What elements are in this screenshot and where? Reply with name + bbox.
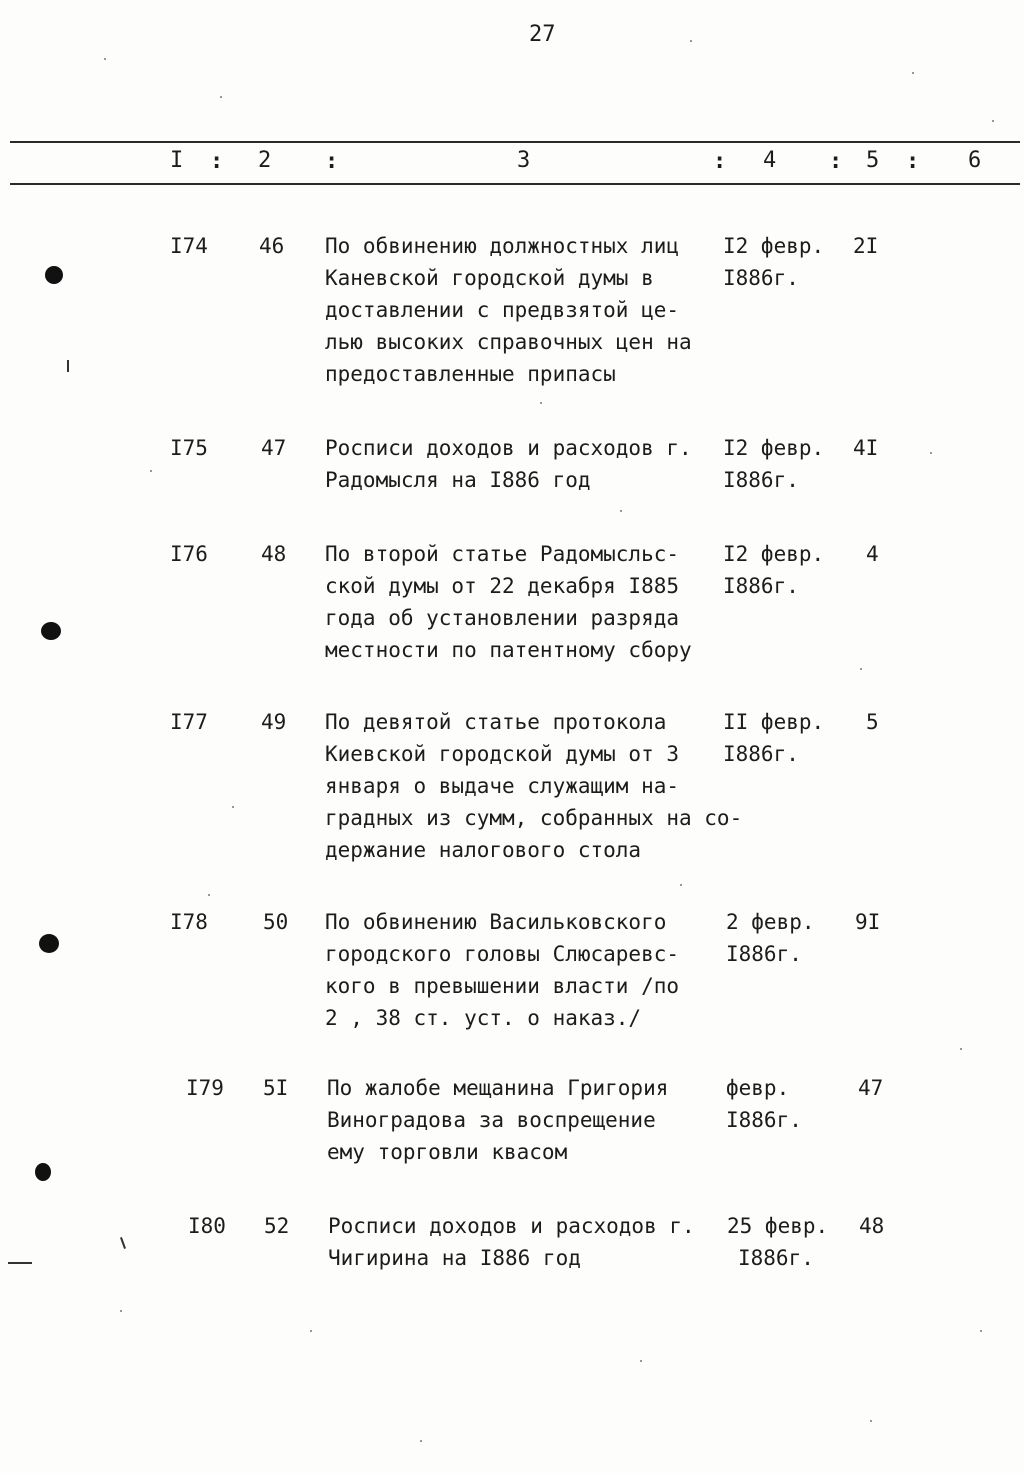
title-line: ской думы от 22 декабря I885	[325, 574, 680, 598]
scan-speck	[690, 40, 692, 42]
header-top-rule	[10, 141, 1020, 143]
scan-speck	[980, 1330, 982, 1332]
scan-speck	[232, 806, 234, 808]
scan-speck	[420, 1440, 422, 1442]
date-line: I886г.	[723, 574, 799, 598]
header-col-5: 5	[866, 148, 880, 173]
header-separator: :	[325, 149, 339, 174]
scan-speck	[620, 510, 622, 512]
title-line: января о выдаче служащим на-	[325, 774, 680, 798]
row-number: I79	[186, 1076, 224, 1100]
title-line: Росписи доходов и расходов г.	[328, 1214, 695, 1238]
binding-hole-mark	[41, 622, 61, 640]
header-col-2: 2	[258, 148, 272, 173]
title-line: кого в превышении власти /по	[325, 974, 680, 998]
header-separator: :	[906, 149, 920, 174]
scan-speck	[680, 884, 682, 886]
date-line: 25 февр.	[727, 1214, 829, 1238]
title-line: Росписи доходов и расходов г.	[325, 436, 692, 460]
item-number: 48	[261, 542, 287, 566]
item-number: 46	[259, 234, 285, 258]
sheet-count: 4	[866, 542, 879, 566]
scan-speck	[208, 894, 210, 896]
scan-speck	[104, 58, 106, 60]
date-line: I2 февр.	[723, 542, 825, 566]
scan-stroke	[120, 1237, 126, 1249]
item-number: 49	[261, 710, 287, 734]
sheet-count: 4I	[853, 436, 879, 460]
date-line: II февр.	[723, 710, 825, 734]
title-line: По обвинению Васильковского	[325, 910, 667, 934]
scan-speck	[912, 72, 914, 74]
title-line: Чигирина на I886 год	[328, 1246, 581, 1270]
title-line: Виноградова за воспрещение	[327, 1108, 656, 1132]
title-line: Каневской городской думы в	[325, 266, 654, 290]
sheet-count: 47	[858, 1076, 884, 1100]
scan-stroke	[67, 360, 69, 372]
title-line: доставлении с предвзятой це-	[325, 298, 680, 322]
scan-speck	[150, 470, 152, 472]
header-separator: :	[713, 149, 727, 174]
date-line: I886г.	[726, 1108, 802, 1132]
binding-hole-mark	[45, 266, 63, 284]
item-number: 52	[264, 1214, 290, 1238]
date-line: 2 февр.	[726, 910, 815, 934]
scan-stroke	[8, 1262, 32, 1264]
date-line: I886г.	[723, 266, 799, 290]
item-number: 50	[263, 910, 289, 934]
scan-speck	[930, 452, 932, 454]
sheet-count: 9I	[855, 910, 881, 934]
date-line: февр.	[726, 1076, 790, 1100]
title-line: Радомысля на I886 год	[325, 468, 591, 492]
row-number: I76	[170, 542, 208, 566]
item-number: 5I	[263, 1076, 289, 1100]
date-line: I886г.	[726, 942, 802, 966]
row-number: I74	[170, 234, 208, 258]
scan-speck	[960, 1048, 962, 1050]
row-number: I77	[170, 710, 208, 734]
scan-speck	[220, 96, 222, 98]
row-number: I75	[170, 436, 208, 460]
title-line: 2 , 38 ст. уст. о наказ./	[325, 1006, 642, 1030]
title-line: Киевской городской думы от 3	[325, 742, 680, 766]
item-number: 47	[261, 436, 287, 460]
date-line: I886г.	[723, 468, 799, 492]
title-line: года об установлении разряда	[325, 606, 680, 630]
title-line: городского головы Слюсаревс-	[325, 942, 680, 966]
date-line: I2 февр.	[723, 234, 825, 258]
page-number: 27	[529, 22, 556, 47]
title-line: лью высоких справочных цен на	[325, 330, 692, 354]
title-line: держание налогового стола	[325, 838, 642, 862]
title-line: По второй статье Радомысльс-	[325, 542, 680, 566]
sheet-count: 2I	[853, 234, 879, 258]
header-separator: :	[829, 149, 843, 174]
date-line: I886г.	[738, 1246, 814, 1270]
title-line: местности по патентному сбору	[325, 638, 692, 662]
date-line: I886г.	[723, 742, 799, 766]
sheet-count: 5	[866, 710, 879, 734]
scan-speck	[870, 1420, 872, 1422]
scan-speck	[860, 668, 862, 670]
header-col-6: 6	[968, 148, 982, 173]
header-col-4: 4	[763, 148, 777, 173]
scan-speck	[120, 1310, 122, 1312]
binding-hole-mark	[39, 934, 59, 953]
binding-hole-mark	[35, 1163, 51, 1181]
header-bottom-rule	[10, 183, 1020, 185]
title-line: По жалобе мещанина Григория	[327, 1076, 669, 1100]
row-number: I80	[188, 1214, 226, 1238]
scan-speck	[540, 402, 542, 404]
title-line: предоставленные припасы	[325, 362, 616, 386]
scan-speck	[640, 1360, 642, 1362]
header-col-1: I	[170, 148, 184, 173]
title-line: По девятой статье протокола	[325, 710, 667, 734]
sheet-count: 48	[859, 1214, 885, 1238]
row-number: I78	[170, 910, 208, 934]
title-line: градных из сумм, собранных на со-	[325, 806, 743, 830]
scan-speck	[310, 1330, 312, 1332]
header-separator: :	[210, 149, 224, 174]
header-col-3: 3	[517, 148, 531, 173]
title-line: По обвинению должностных лиц	[325, 234, 680, 258]
scan-speck	[992, 120, 994, 122]
title-line: ему торговли квасом	[327, 1140, 568, 1164]
date-line: I2 февр.	[723, 436, 825, 460]
